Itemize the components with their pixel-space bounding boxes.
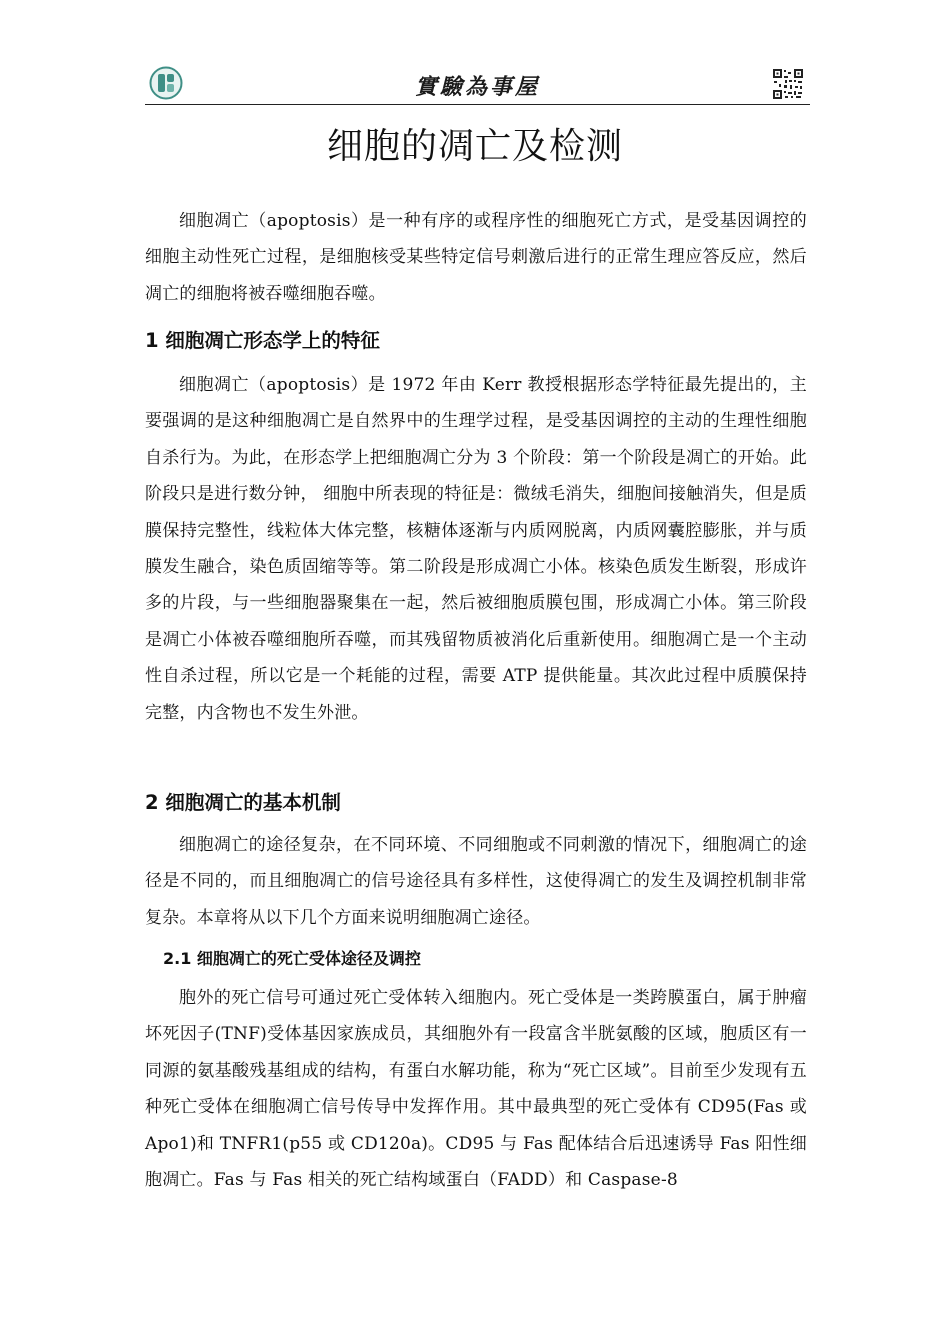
section-2-1-heading: 2.1 细胞凋亡的死亡受体途径及调控 [163, 949, 421, 968]
brand-name: 實驗為事屋 [414, 74, 540, 100]
section-1-heading: 1 细胞凋亡形态学上的特征 [145, 329, 380, 352]
document-title: 细胞的凋亡及检测 [326, 126, 623, 167]
section-2-1-block [145, 980, 807, 1198]
section-2-1-paragraph: 胞外的死亡信号可通过死亡受体转入细胞内。死亡受体是一类跨膜蛋白，属于肿瘤坏死因子(TNF)受体基因家族成员，其细胞外有一段富含半胱氨酸的区域，胞质区有一同源的氨基酸残基组成的结构，有蛋白水解功能，称为“死亡区域”。目前至少发现有五种死亡受体在细胞凋亡信号传导中发挥作用。其中最典型的死亡受体有 CD95(Fas 或 Apo1)和 TNFR1(p55 或 CD120a)。CD95 与 Fas 配体结合后迅速诱导 Fas 阳性细胞凋亡。Fas 与 Fas 相关的死亡结构域蛋白（FADD）和 Caspase-8 [145, 988, 807, 1191]
section-2-heading: 2 细胞凋亡的基本机制 [145, 791, 341, 814]
section-2-block [145, 827, 807, 936]
intro-block [145, 203, 807, 312]
section-2-paragraph: 细胞凋亡的途径复杂，在不同环境、不同细胞或不同刺激的情况下，细胞凋亡的途径是不同的，而且细胞凋亡的信号途径具有多样性，这使得凋亡的发生及调控机制非常复杂。本章将从以下几个方面来说明细胞凋亡途径。 [145, 835, 807, 928]
section-1-paragraph: 细胞凋亡（apoptosis）是 1972 年由 Kerr 教授根据形态学特征最先提出的，主要强调的是这种细胞凋亡是自然界中的生理学过程，是受基因调控的主动的生理性细胞自杀行为。为此，在形态学上把细胞凋亡分为 3 个阶段：第一个阶段是凋亡的开始。此阶段只是进行数分钟， 细胞中所表现的特征是：微绒毛消失，细胞间接触消失，但是质膜保持完整性，线粒体大体完整，核糖体逐渐与内质网脱离，内质网囊腔膨胀，并与质膜发生融合，染色质固缩等等。第二阶段是形成凋亡小体。核染色质发生断裂，形成许多的片段，与一些细胞器聚集在一起，然后被细胞质膜包围，形成凋亡小体。第三阶段是凋亡小体被吞噬细胞所吞噬，而其残留物质被消化后重新使用。细胞凋亡是一个主动性自杀过程，所以它是一个耗能的过程，需要 ATP 提供能量。其次此过程中质膜保持完整，内含物也不发生外泄。 [145, 375, 807, 723]
qr-code-icon [772, 68, 804, 100]
section-1-block [145, 367, 807, 731]
intro-paragraph: 细胞凋亡（apoptosis）是一种有序的或程序性的细胞死亡方式，是受基因调控的细胞主动性死亡过程，是细胞核受某些特定信号刺激后进行的正常生理应答反应，然后凋亡的细胞将被吞噬细胞吞噬。 [145, 211, 807, 304]
page-header [145, 64, 810, 105]
